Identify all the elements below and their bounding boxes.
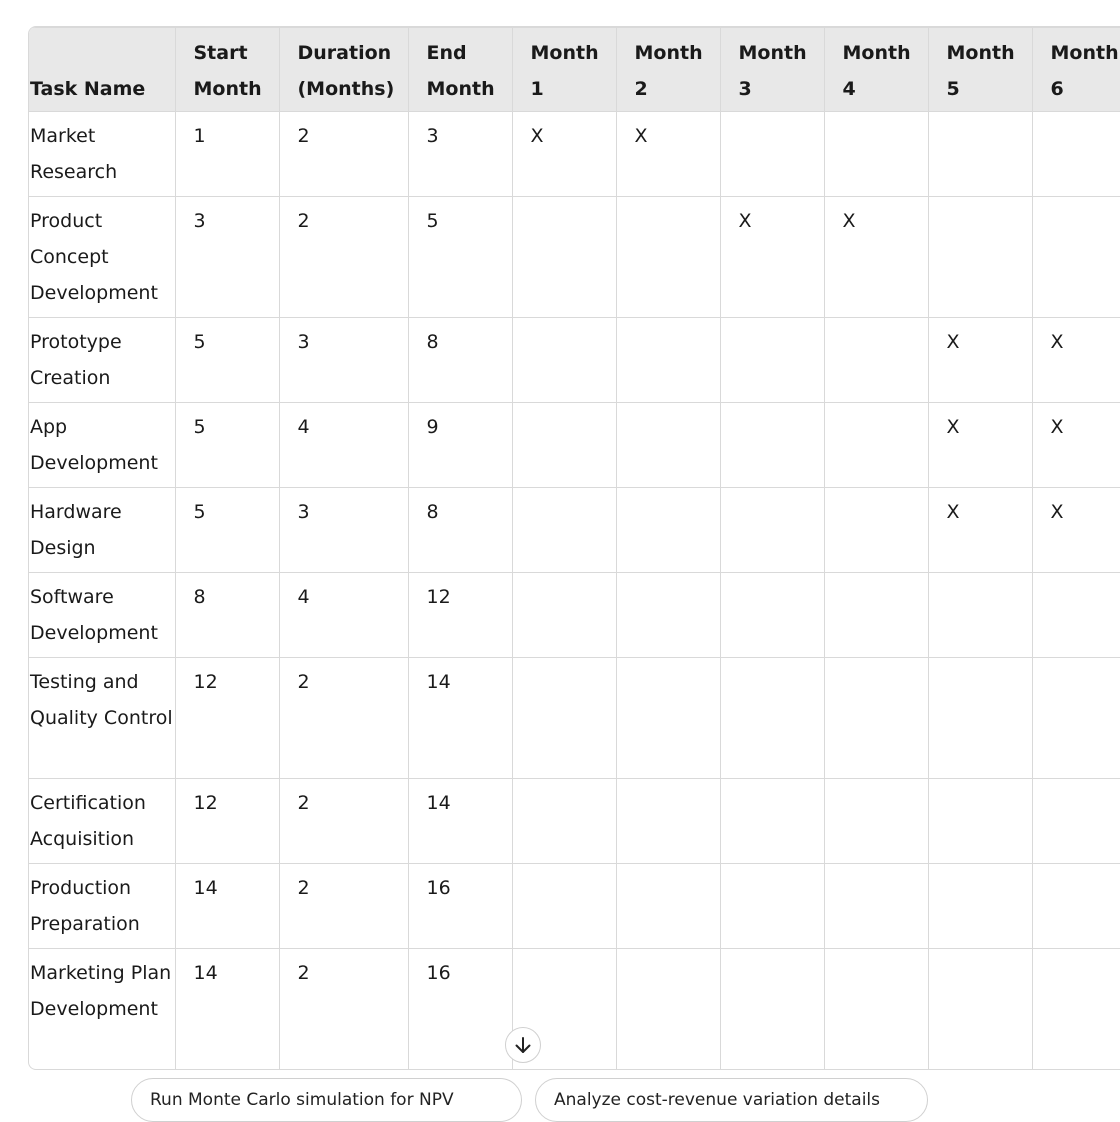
table-row: [29, 864, 1120, 949]
cell-month-5: X: [928, 403, 1032, 488]
cell-month-5: [928, 197, 1032, 318]
cell-task-name: Prototype Creation: [29, 318, 175, 403]
cell-task-name: Hardware Design: [29, 488, 175, 573]
cell-month-3: [720, 112, 824, 197]
cell-month-6: [1032, 949, 1120, 1070]
cell-month-6: [1032, 112, 1120, 197]
cell-task-name: Software Development: [29, 573, 175, 658]
gantt-table: [29, 27, 1120, 1070]
cell-month-3: [720, 864, 824, 949]
cell-end-month: 9: [408, 403, 512, 488]
cell-task-name: Marketing Plan Development: [29, 949, 175, 1070]
cell-month-1: X: [512, 112, 616, 197]
cell-duration: 2: [279, 112, 408, 197]
cell-duration: 3: [279, 488, 408, 573]
cell-month-3: [720, 488, 824, 573]
cell-month-5: [928, 112, 1032, 197]
cell-month-2: X: [616, 112, 720, 197]
cell-month-3: X: [720, 197, 824, 318]
table-row: [29, 403, 1120, 488]
header-end-month: End Month: [408, 28, 512, 112]
cell-duration: 2: [279, 779, 408, 864]
cell-month-4: [824, 488, 928, 573]
header-duration: Duration (Months): [279, 28, 408, 112]
header-month-5: Month 5: [928, 28, 1032, 112]
cell-task-name: Testing and Quality Control: [29, 658, 175, 779]
table-header-row: [29, 28, 1120, 112]
cell-month-2: [616, 949, 720, 1070]
cell-month-2: [616, 864, 720, 949]
table-row: [29, 779, 1120, 864]
cell-month-5: [928, 658, 1032, 779]
cell-month-1: [512, 658, 616, 779]
table-row: [29, 488, 1120, 573]
cell-month-6: [1032, 779, 1120, 864]
cell-month-4: [824, 949, 928, 1070]
cell-month-5: X: [928, 318, 1032, 403]
cell-month-6: [1032, 197, 1120, 318]
cell-end-month: 8: [408, 488, 512, 573]
cell-start-month: 5: [175, 318, 279, 403]
cell-month-2: [616, 403, 720, 488]
cell-start-month: 12: [175, 779, 279, 864]
table-row: [29, 318, 1120, 403]
cell-duration: 2: [279, 864, 408, 949]
cell-month-2: [616, 318, 720, 403]
gantt-table-container: [28, 26, 1120, 1070]
suggestion-chip-monte-carlo[interactable]: Run Monte Carlo simulation for NPV: [131, 1078, 522, 1122]
cell-end-month: 14: [408, 779, 512, 864]
cell-month-3: [720, 779, 824, 864]
cell-start-month: 5: [175, 403, 279, 488]
cell-duration: 2: [279, 949, 408, 1070]
suggestion-chip-cost-revenue[interactable]: Analyze cost-revenue variation details: [535, 1078, 928, 1122]
cell-end-month: 5: [408, 197, 512, 318]
cell-month-2: [616, 197, 720, 318]
cell-month-3: [720, 949, 824, 1070]
cell-duration: 3: [279, 318, 408, 403]
cell-month-6: X: [1032, 488, 1120, 573]
cell-month-1: [512, 318, 616, 403]
cell-month-1: [512, 864, 616, 949]
cell-task-name: Market Research: [29, 112, 175, 197]
cell-start-month: 3: [175, 197, 279, 318]
table-row: [29, 112, 1120, 197]
cell-month-1: [512, 403, 616, 488]
header-month-3: Month 3: [720, 28, 824, 112]
table-row: [29, 658, 1120, 779]
cell-start-month: 14: [175, 949, 279, 1070]
table-row: [29, 573, 1120, 658]
cell-duration: 4: [279, 573, 408, 658]
cell-month-5: [928, 779, 1032, 864]
scroll-down-button[interactable]: [505, 1027, 541, 1063]
cell-end-month: 3: [408, 112, 512, 197]
table-row: [29, 197, 1120, 318]
header-month-1: Month 1: [512, 28, 616, 112]
cell-month-6: X: [1032, 403, 1120, 488]
cell-month-4: [824, 779, 928, 864]
cell-duration: 2: [279, 197, 408, 318]
cell-month-4: [824, 403, 928, 488]
cell-end-month: 14: [408, 658, 512, 779]
cell-month-6: [1032, 864, 1120, 949]
cell-task-name: Certification Acquisition: [29, 779, 175, 864]
cell-month-4: [824, 658, 928, 779]
cell-end-month: 16: [408, 864, 512, 949]
cell-month-3: [720, 573, 824, 658]
cell-month-2: [616, 658, 720, 779]
cell-month-5: [928, 864, 1032, 949]
cell-end-month: 8: [408, 318, 512, 403]
cell-start-month: 14: [175, 864, 279, 949]
cell-month-3: [720, 403, 824, 488]
cell-month-4: [824, 112, 928, 197]
cell-duration: 4: [279, 403, 408, 488]
cell-month-1: [512, 573, 616, 658]
header-month-4: Month 4: [824, 28, 928, 112]
cell-month-3: [720, 318, 824, 403]
cell-month-4: [824, 573, 928, 658]
cell-end-month: 16: [408, 949, 512, 1070]
cell-month-5: [928, 949, 1032, 1070]
cell-start-month: 8: [175, 573, 279, 658]
cell-month-4: X: [824, 197, 928, 318]
cell-month-6: [1032, 573, 1120, 658]
cell-month-2: [616, 488, 720, 573]
cell-month-4: [824, 318, 928, 403]
cell-task-name: App Development: [29, 403, 175, 488]
arrow-down-icon: [513, 1035, 533, 1055]
header-month-6: Month 6: [1032, 28, 1120, 112]
header-month-2: Month 2: [616, 28, 720, 112]
cell-month-1: [512, 779, 616, 864]
cell-month-4: [824, 864, 928, 949]
cell-task-name: Product Concept Development: [29, 197, 175, 318]
header-start-month: Start Month: [175, 28, 279, 112]
cell-start-month: 1: [175, 112, 279, 197]
cell-month-6: X: [1032, 318, 1120, 403]
cell-task-name: Production Preparation: [29, 864, 175, 949]
cell-start-month: 5: [175, 488, 279, 573]
cell-start-month: 12: [175, 658, 279, 779]
cell-month-6: [1032, 658, 1120, 779]
cell-month-1: [512, 488, 616, 573]
cell-end-month: 12: [408, 573, 512, 658]
cell-month-3: [720, 658, 824, 779]
cell-month-5: X: [928, 488, 1032, 573]
table-row: [29, 949, 1120, 1070]
cell-duration: 2: [279, 658, 408, 779]
cell-month-5: [928, 573, 1032, 658]
cell-month-2: [616, 779, 720, 864]
cell-month-2: [616, 573, 720, 658]
cell-month-1: [512, 197, 616, 318]
header-task-name: Task Name: [29, 28, 175, 112]
